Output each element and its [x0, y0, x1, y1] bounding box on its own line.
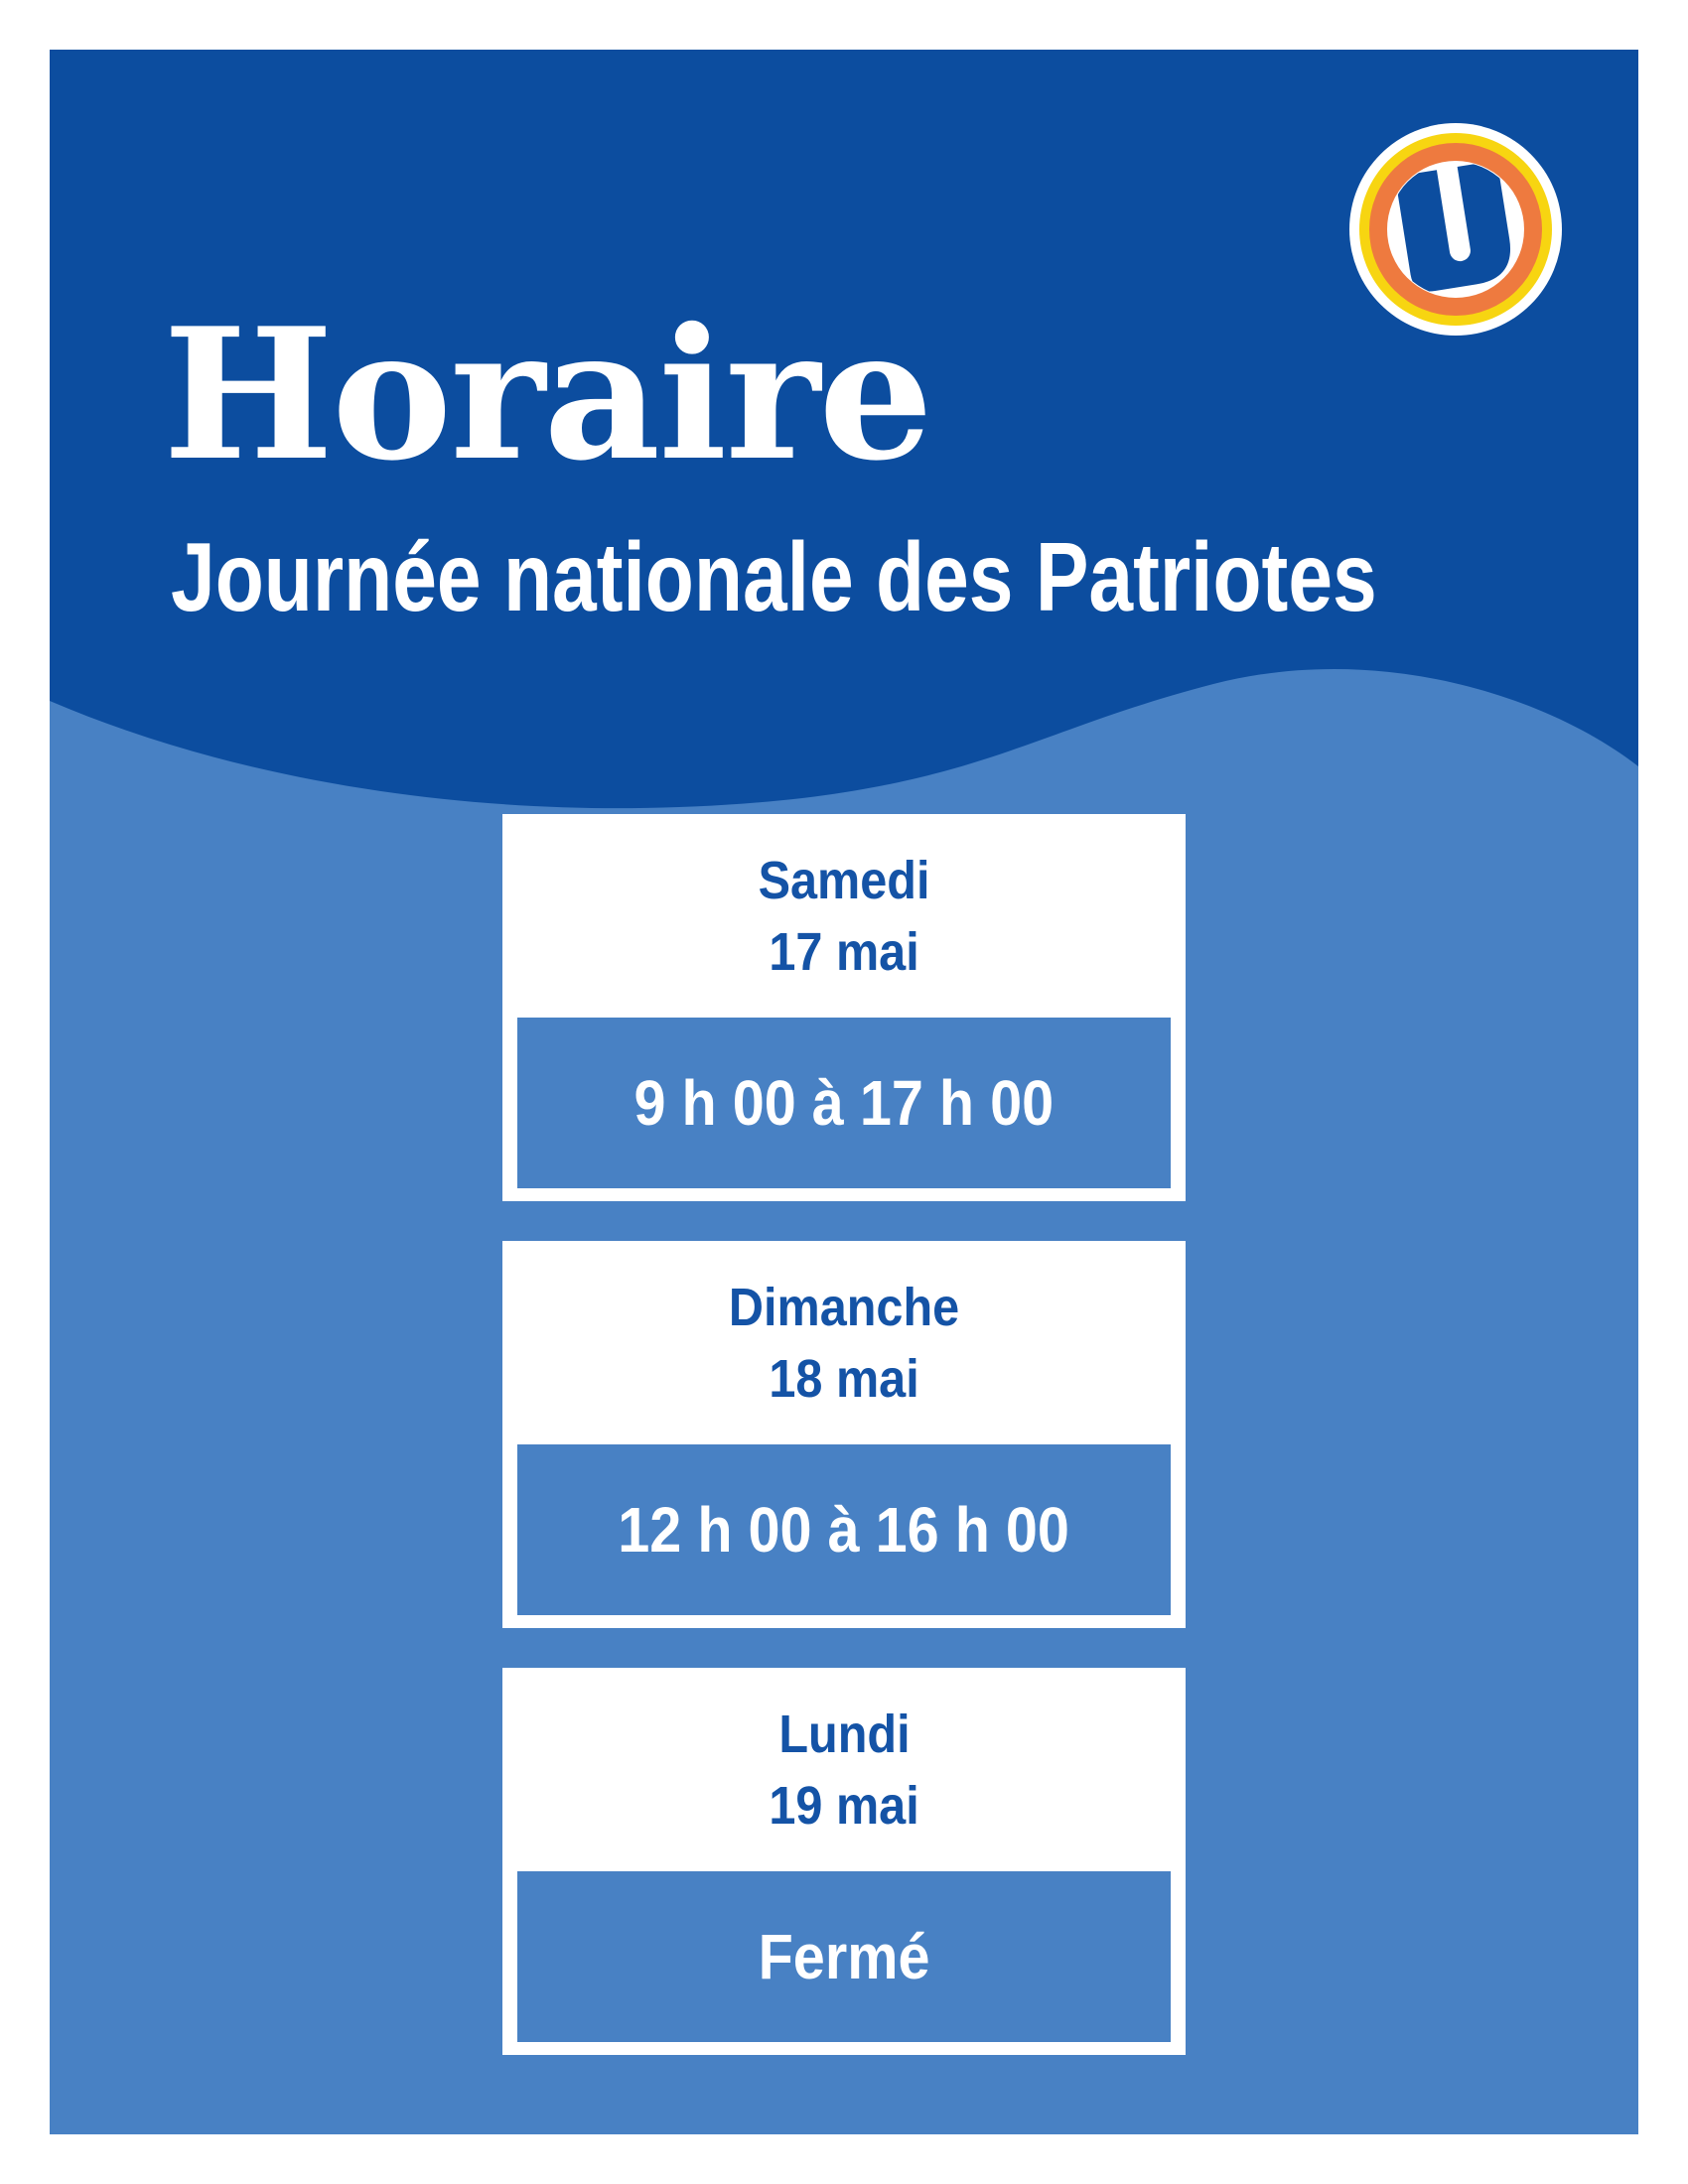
day-date: 18 mai [769, 1348, 919, 1409]
card-hours-box [517, 1444, 1171, 1615]
hours-text: 12 h 00 à 16 h 00 [618, 1494, 1070, 1566]
card-day-header [502, 1668, 1186, 1871]
page-subtitle: Journée nationale des Patriotes [171, 522, 1377, 631]
schedule-card-dimanche [502, 1241, 1186, 1628]
day-date: 17 mai [769, 921, 919, 982]
day-date: 19 mai [769, 1775, 919, 1836]
hours-text: 9 h 00 à 17 h 00 [633, 1067, 1055, 1139]
schedule-card-samedi [502, 814, 1186, 1201]
day-name: Dimanche [728, 1277, 960, 1337]
poster-panel [50, 50, 1638, 2134]
card-day-header [502, 814, 1186, 1018]
card-day-header [502, 1241, 1186, 1444]
page-title: Horaire [163, 288, 931, 500]
schedule-card-lundi [502, 1668, 1186, 2055]
card-hours-box [517, 1871, 1171, 2042]
card-hours-box [517, 1018, 1171, 1188]
day-name: Samedi [758, 850, 930, 910]
hours-text: Fermé [758, 1921, 930, 1992]
u-brand-logo [1349, 123, 1562, 336]
day-name: Lundi [777, 1704, 911, 1764]
